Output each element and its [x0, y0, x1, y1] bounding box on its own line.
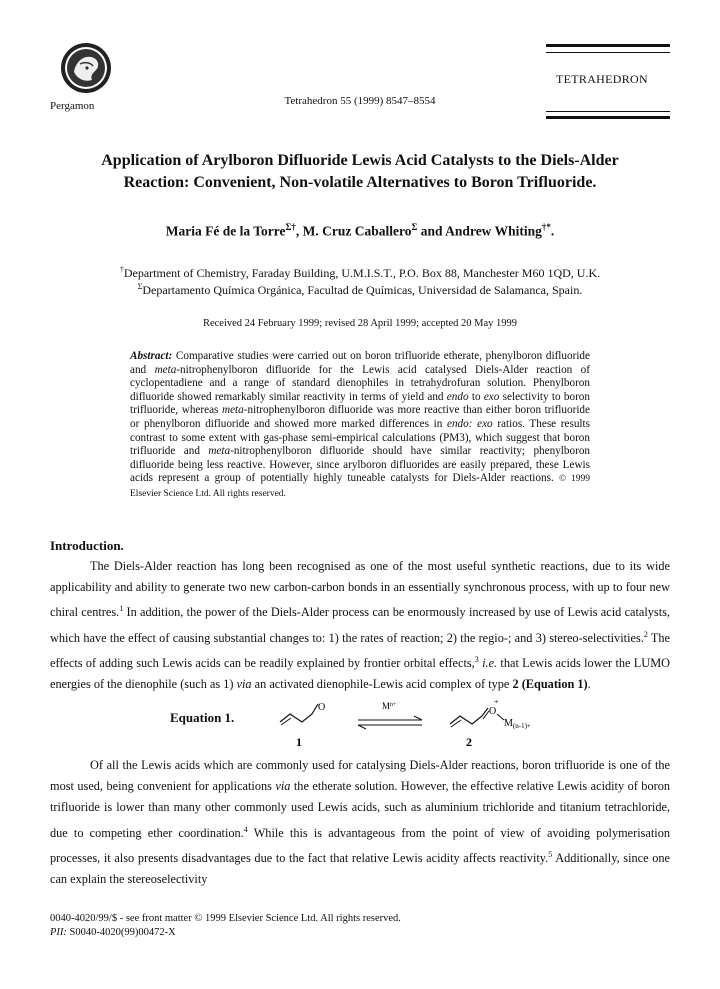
author-1-mark: Σ† [285, 222, 296, 232]
abstract-s5: -nitrophenylboron difluoride was more reactive than either boron trifluoride or phenylboron difluoride and showed more marked differences in [130, 404, 590, 430]
p1-t2: In addition, the power of the Diels-Alder process can be enormously increased by use of Lewis acid catalysts, which have the effect of causing substantial changes to: 1) the rates of reaction; 2) the regio-; and 3) stereo-selectivities. [50, 605, 670, 645]
ref-5: 5 [548, 849, 553, 859]
front-matter-footer [50, 912, 401, 940]
journal-citation: Tetrahedron 55 (1999) 8547–8554 [284, 95, 436, 107]
p1-via: via [236, 677, 252, 692]
abstract [130, 350, 590, 502]
abstract-i5: endo: exo [446, 417, 493, 430]
ref-4: 4 [243, 824, 248, 834]
header-rule-bottom-1 [546, 111, 670, 112]
abstract-label: Abstract: [130, 350, 173, 362]
ref-3: 3 [474, 655, 479, 664]
section-heading-introduction: Introduction. [50, 538, 124, 553]
author-list [0, 222, 720, 240]
p1-t7: . [587, 677, 591, 692]
abstract-i4: meta [222, 404, 244, 417]
pergamon-logo-icon [60, 42, 112, 94]
compound-2-charge: + [494, 700, 499, 706]
affiliation-2 [0, 279, 720, 298]
received-dates: Received 24 February 1999; revised 28 April 1999; accepted 20 May 1999 [202, 318, 518, 329]
p2-t2: the etherate solution. However, the effective relative Lewis acidity of boron trifluoride is lower than many other commonly used Lewis acids, such as aluminium trichloride and titanium tetrachloride, due to competing ether coordination. [50, 779, 670, 840]
abstract-s2: -nitrophenylboron difluoride for the Lewis acid catalysed Diels-Alder reaction of cyclopentadiene and a range of standard dienophiles in tetrahydrofuran solution. Phenylboron difluoride showed remarkably similar reactivity in terms of yield and [130, 363, 590, 403]
p1-b1: 2 (Equation 1) [512, 677, 588, 692]
p2-via: via [275, 779, 291, 794]
compound-2-metal: $M_{(n-1)+}$ [504, 718, 531, 730]
abstract-s7: -nitrophenylboron difluoride should have similar reactivity; phenylboron difluoride being less reactive. However, since arylboron difluorides are easily prepared, these Lewis acids represent a group of potentially highly tuneable catalysts for Diels-Alder reactions. [130, 445, 591, 485]
author-2-mark: Σ [411, 222, 418, 232]
author-3: and Andrew Whiting [417, 223, 542, 239]
abstract-i3: exo [483, 390, 500, 403]
footer-pii-value: S0040-4020(99)00472-X [66, 927, 176, 938]
affiliation-2-mark: Σ [137, 282, 143, 291]
introduction-paragraph-2 [50, 755, 670, 890]
abstract-i6: meta [208, 445, 231, 458]
equation-label: Equation 1. [170, 710, 235, 725]
header-rule-top-2 [546, 52, 670, 53]
p1-t6: an activated dienophile-Lewis acid complex of type [251, 677, 513, 692]
reagent-label: $M^{n+}$ [382, 701, 397, 711]
header-rule-top-1 [546, 44, 670, 47]
abstract-i2: endo [446, 390, 469, 403]
abstract-s6: ratios. These results contrast to some extent with gas-phase semi-empirical calculations (PM3), which suggest that boron trifluoride and [130, 417, 591, 458]
p1-t3: The effects of adding such Lewis acids can be readily explained by frontier orbital effects, [50, 630, 670, 671]
author-2: , M. Cruz Caballero [295, 223, 412, 239]
author-3-mark: †* [541, 222, 551, 232]
p2-t1: Of all the Lewis acids which are commonly used for catalysing Diels-Alder reactions, boron trifluoride is one of the most used, being convenient for applications [50, 758, 670, 794]
abstract-copyright: © 1999 Elsevier Science Ltd. All rights reserved. [130, 474, 591, 499]
p1-ie: i.e. [482, 656, 498, 671]
p1-t5: that Lewis acids lower the LUMO energies of the dienophile (such as 1) [50, 656, 671, 692]
header-rule-bottom-2 [546, 116, 670, 119]
compound-2-oxygen: O [489, 706, 497, 717]
compound-2-structure [450, 708, 488, 724]
affiliation-1-text: Department of Chemistry, Faraday Building, U.M.I.S.T., P.O. Box 88, Manchester M60 1QD, U.K. [123, 266, 601, 280]
abstract-s1: Comparative studies were carried out on boron trifluoride etherate, phenylboron difluoride and [130, 350, 590, 376]
title-line-1: Application of Arylboron Difluoride Lewis Acid Catalysts to the Diels-Alder [101, 152, 619, 169]
journal-name: TETRAHEDRON [556, 72, 648, 86]
affiliation-2-text: Departamento Química Orgánica, Facultad de Químicas, Universidad de Salamanca, Spain. [142, 283, 583, 297]
compound-1-label: 1 [296, 735, 302, 749]
publisher-name: Pergamon [50, 100, 95, 112]
equation-1-scheme [160, 700, 580, 755]
abstract-s3: to [468, 390, 484, 403]
abstract-i1: meta [154, 363, 177, 376]
p2-t3: While this is advantageous from the point of view of avoiding polymerisation processes, it also presents disadvantages due to the fact that relative Lewis acidity affects reactivity. [50, 825, 670, 865]
author-1: Maria Fé de la Torre [165, 223, 286, 239]
compound-1-structure [280, 704, 318, 722]
article-title [60, 150, 660, 194]
ref-1: 1 [119, 604, 124, 614]
abstract-s4: selectivity to boron trifluoride, whereas [130, 390, 590, 417]
author-end: . [550, 223, 555, 239]
compound-1-oxygen: O [318, 702, 326, 713]
p1-t1: The Diels-Alder reaction has long been recognised as one of the most useful synthetic reactions, due to its wide applicability and ability to generate two new carbon-carbon bonds in an essentially synchronous process, with up to four new chiral centres. [50, 559, 670, 620]
ref-2: 2 [643, 629, 648, 639]
footer-pii-label: PII: [50, 927, 67, 938]
footer-pii [50, 926, 401, 940]
p2-t4: Additionally, since one can explain the stereoselectivity [50, 851, 670, 887]
affiliation-1-mark: † [119, 265, 124, 274]
compound-2-label: 2 [466, 735, 472, 749]
footer-copyright: 0040-4020/99/$ - see front matter © 1999 Elsevier Science Ltd. All rights reserved. [50, 913, 401, 924]
title-line-2: Reaction: Convenient, Non-volatile Alternatives to Boron Trifluoride. [123, 174, 597, 191]
introduction-paragraph-1 [50, 556, 670, 696]
